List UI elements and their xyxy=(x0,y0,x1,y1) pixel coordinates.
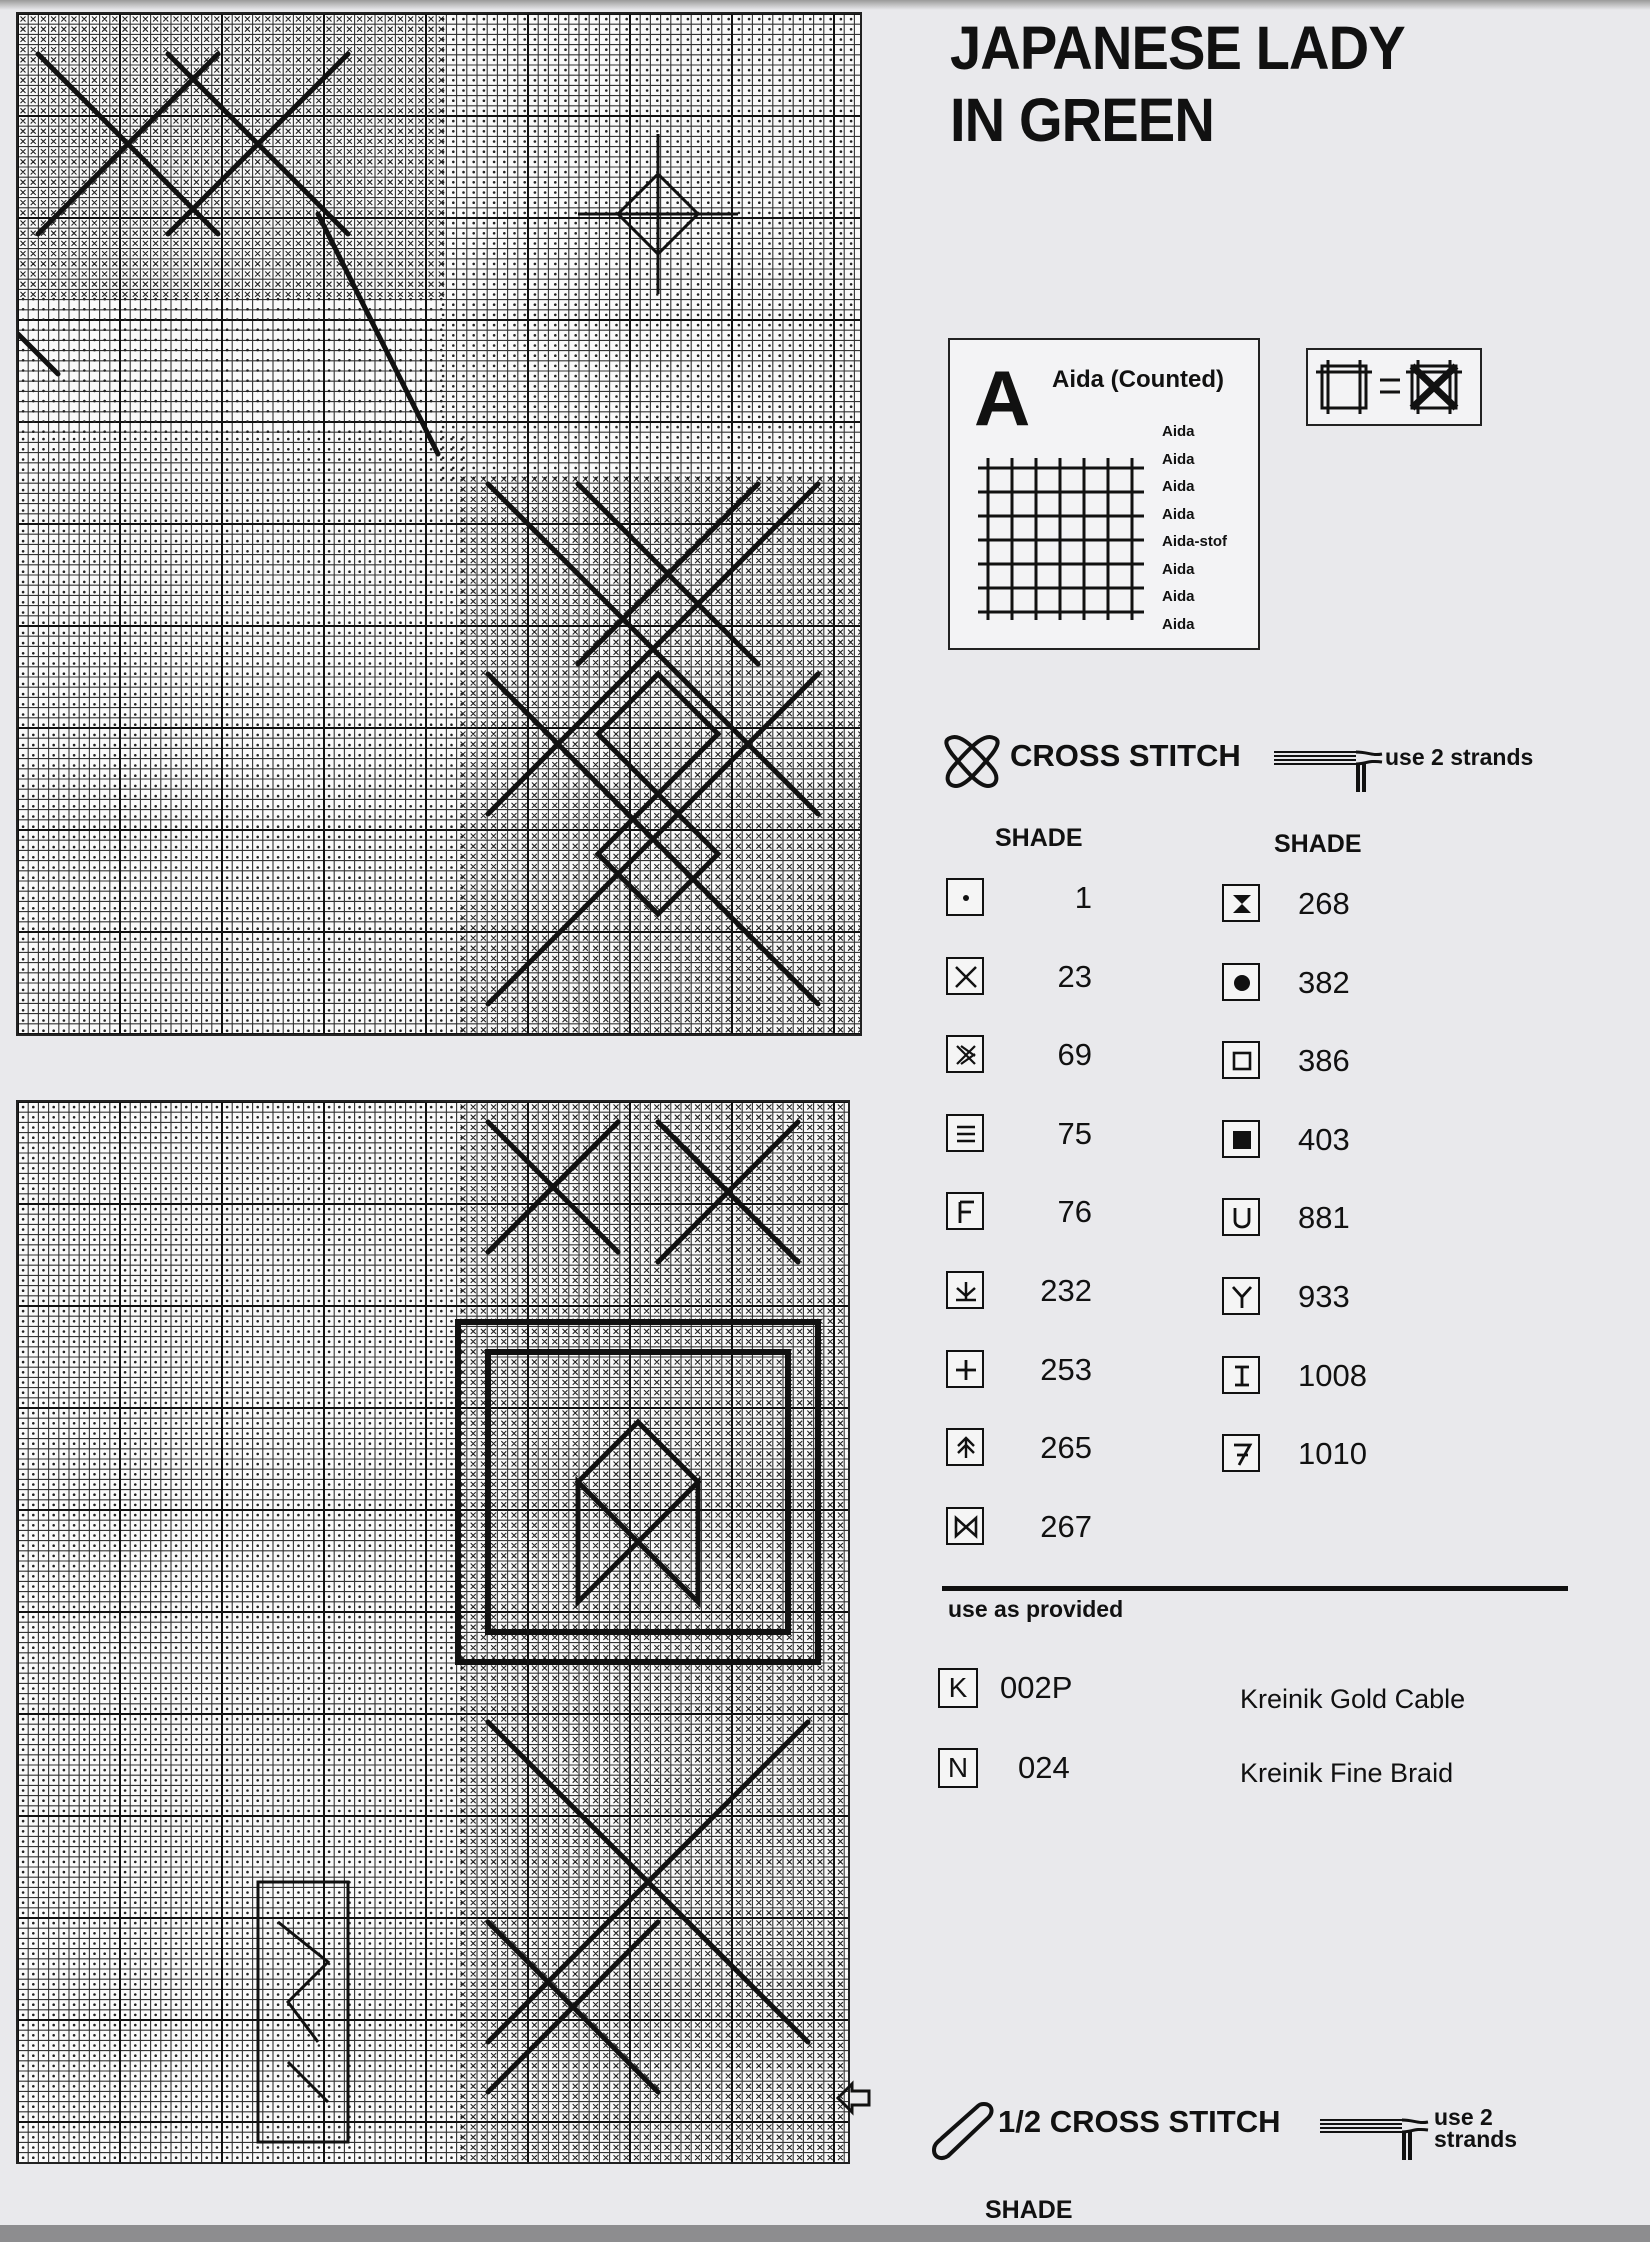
provided-code: 024 xyxy=(1018,1750,1070,1785)
center-arrow-icon xyxy=(836,2078,872,2118)
sprout-icon xyxy=(946,1271,984,1309)
open-square-icon xyxy=(1222,1041,1260,1079)
shade-key-item xyxy=(1222,1198,1442,1242)
bowtie-icon xyxy=(946,1507,984,1545)
square-equals-cross-icon xyxy=(1308,350,1480,424)
shade-header-right: SHADE xyxy=(1274,830,1362,858)
page-bottom-edge xyxy=(0,2225,1650,2242)
star-motif xyxy=(578,134,738,294)
shade-key-item xyxy=(1222,1277,1442,1321)
shade-key-item xyxy=(946,957,1166,1001)
half-cross-stitch-strands xyxy=(1434,2106,1517,2150)
shade-number: 1008 xyxy=(1298,1357,1367,1393)
shade-number: 23 xyxy=(1057,958,1092,994)
provided-name: Kreinik Fine Braid xyxy=(1240,1758,1454,1788)
shade-key-item xyxy=(1222,884,1442,928)
shade-number: 881 xyxy=(1298,1200,1350,1236)
letter-i-icon xyxy=(1222,1356,1260,1394)
provided-code: 002P xyxy=(1000,1670,1073,1705)
half-shade-header: SHADE xyxy=(985,2196,1073,2224)
shade-number: 268 xyxy=(1298,886,1350,921)
plus-icon xyxy=(946,1350,984,1388)
shade-key-item xyxy=(946,1271,1166,1315)
fabric-translations xyxy=(1162,418,1227,638)
chart-grid xyxy=(18,1102,848,2162)
cross-stitch-heading: CROSS STITCH xyxy=(1010,738,1241,773)
provided-name: Kreinik Gold Cable xyxy=(1240,1684,1466,1714)
section-divider xyxy=(942,1586,1568,1591)
shade-number: 253 xyxy=(1040,1351,1092,1387)
letter-f-icon xyxy=(946,1192,984,1230)
fabric-translation: Aida xyxy=(1162,478,1195,495)
chart-bottom xyxy=(16,1100,850,2164)
shade-number: 232 xyxy=(1040,1273,1092,1308)
shade-number: 382 xyxy=(1298,964,1350,1000)
shade-key-item xyxy=(946,1428,1166,1472)
needle-strands-icon xyxy=(1272,738,1384,794)
provided-symbol: N xyxy=(938,1748,978,1788)
shade-header-left: SHADE xyxy=(995,824,1083,852)
fabric-translation: Aida-stof xyxy=(1162,533,1227,550)
title-line-1: JAPANESE LADY xyxy=(950,14,1405,82)
fabric-letter: A xyxy=(974,354,1031,442)
shade-key-item xyxy=(946,1507,1166,1551)
chart-grid xyxy=(18,14,860,1034)
shade-key-item xyxy=(1222,1041,1442,1085)
fabric-translation: Aida xyxy=(1162,588,1195,605)
shade-number: 933 xyxy=(1298,1279,1350,1314)
x-icon xyxy=(946,957,984,995)
letter-y-icon xyxy=(1222,1277,1260,1315)
backstitch-lattice xyxy=(488,1122,808,2092)
shade-key-item xyxy=(946,1192,1166,1236)
fabric-translation: Aida xyxy=(1162,505,1195,523)
shade-key-item xyxy=(946,1114,1166,1158)
half-cross-stitch-heading: 1/2 CROSS STITCH xyxy=(998,2104,1281,2139)
fabric-translation: Aida xyxy=(1162,615,1195,633)
cross-stitch-strands: use 2 strands xyxy=(1385,744,1534,770)
shade-key-item xyxy=(946,1350,1166,1394)
fabric-translation: Aida xyxy=(1162,450,1195,468)
shade-key-item xyxy=(1222,1120,1442,1164)
fabric-translation: Aida xyxy=(1162,423,1195,440)
seven-icon xyxy=(1222,1434,1260,1472)
provided-symbol: K xyxy=(938,1668,978,1708)
shade-number: 1 xyxy=(1074,880,1092,915)
hourglass-icon xyxy=(1222,884,1260,922)
shade-number: 265 xyxy=(1040,1430,1092,1466)
shade-key-item xyxy=(1222,963,1442,1007)
page-title xyxy=(950,12,1405,156)
shade-number: 403 xyxy=(1298,1121,1350,1157)
half-strands-line-2: strands xyxy=(1434,2126,1518,2152)
shade-key-item xyxy=(946,1035,1166,1079)
shade-number: 267 xyxy=(1040,1508,1092,1544)
filled-square-icon xyxy=(1222,1120,1260,1158)
half-cross-stitch-icon xyxy=(928,2098,998,2162)
title-line-2: IN GREEN xyxy=(950,86,1214,154)
shade-number: 1010 xyxy=(1298,1436,1367,1472)
shade-number: 76 xyxy=(1057,1194,1092,1230)
use-as-provided-label: use as provided xyxy=(948,1596,1124,1622)
letter-u-icon xyxy=(1222,1198,1260,1236)
shade-key-item xyxy=(946,878,1166,922)
fabric-translation: Aida xyxy=(1162,560,1195,578)
notation-box xyxy=(1306,348,1482,426)
x-double-icon xyxy=(946,1035,984,1073)
double-up-arrow-icon xyxy=(946,1428,984,1466)
fabric-box xyxy=(948,338,1260,650)
chart-top xyxy=(16,12,862,1036)
needle-strands-icon-2 xyxy=(1318,2106,1430,2162)
fabric-name: Aida (Counted) xyxy=(1052,366,1224,393)
shade-number: 69 xyxy=(1057,1037,1092,1073)
cross-stitch-icon xyxy=(940,730,1004,792)
shade-key-item xyxy=(1222,1434,1442,1478)
shade-number: 386 xyxy=(1298,1043,1350,1079)
filled-circle-icon xyxy=(1222,963,1260,1001)
page-top-shadow xyxy=(0,0,1650,10)
half-strands-line-1: use 2 xyxy=(1434,2104,1493,2130)
shade-number: 75 xyxy=(1057,1115,1092,1151)
aida-weave-icon xyxy=(974,454,1148,624)
shade-key-item xyxy=(1222,1356,1442,1400)
dot-icon xyxy=(946,878,984,916)
triple-bar-icon xyxy=(946,1114,984,1152)
